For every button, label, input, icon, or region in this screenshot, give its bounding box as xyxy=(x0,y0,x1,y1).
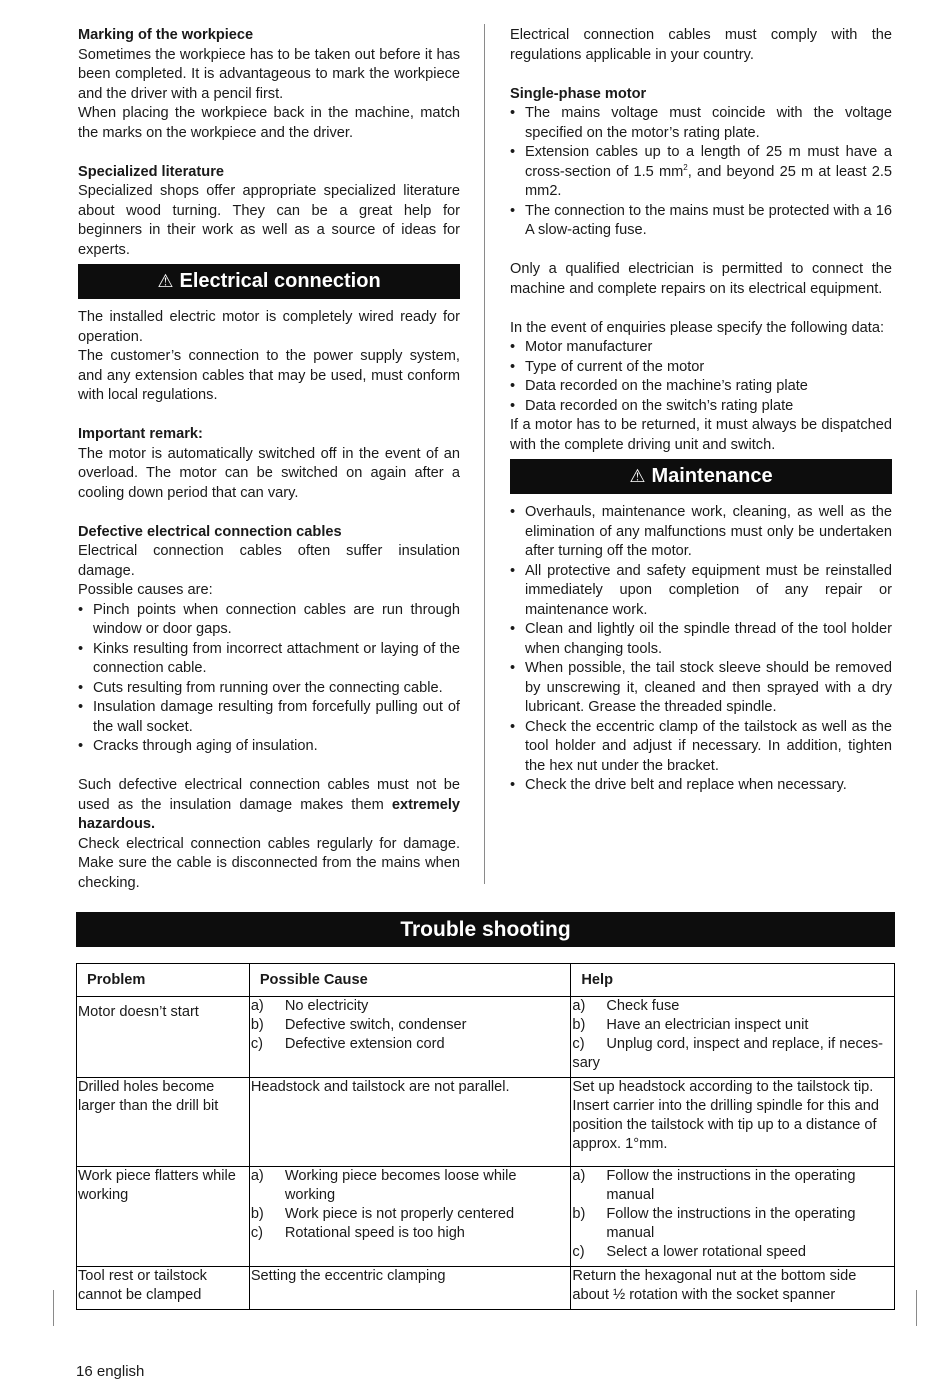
item-text: Follow the instructions in the operating manual xyxy=(606,1206,856,1241)
hazard-emphasis: extremely hazardous. xyxy=(78,796,460,832)
list-item: • Motor manufacturer xyxy=(510,338,892,358)
problem-cell: Motor doesn’t start xyxy=(77,997,250,1078)
item-key: b) xyxy=(572,1206,586,1222)
cross-section-text: Extension cables up to a length of 25 m must have a cross-section of 1.5 mm xyxy=(525,144,892,180)
list-item: • When possible, the tail stock sleeve should be removed by unscrewing it, cleaned and then sprayed with a dry lubricant. Grease the threaded spindle. xyxy=(510,659,892,718)
item-text: Defective switch, condenser xyxy=(284,1017,467,1033)
warning-icon: ⚠ xyxy=(629,466,646,486)
help-cell xyxy=(571,1167,895,1267)
page-footer: 16 english xyxy=(76,1363,145,1380)
item-text: Rotational speed is too high xyxy=(284,1225,465,1241)
check-paragraph: Check electrical connection cables regularly for damage. Make sure the cable is disconnected from the mains when checking. xyxy=(78,835,460,891)
list-item: • Check the drive belt and replace when necessary. xyxy=(510,776,892,796)
marking-paragraph-2: When placing the workpiece back in the machine, match the marks on the workpiece and the driver. xyxy=(78,105,460,141)
causes-list xyxy=(78,601,460,757)
problem-cell: Drilled holes become larger than the drill bit xyxy=(77,1078,250,1167)
table-row xyxy=(77,1078,895,1167)
item-text: Work piece is not properly centered xyxy=(284,1206,515,1222)
help-cell xyxy=(571,997,895,1078)
list-item: • Pinch points when connection cables are run through window or door gaps. xyxy=(78,601,460,640)
column-header-help: Help xyxy=(571,964,895,997)
item-key: a) xyxy=(572,998,586,1014)
single-phase-list xyxy=(510,104,892,241)
help-cell: Return the hexagonal nut at the bottom side about ½ rotation with the socket spanner xyxy=(571,1267,895,1310)
qualified-paragraph: Only a qualified electrician is permitted to connect the machine and complete repairs on its electrical equipment. xyxy=(510,261,892,297)
item-key: c) xyxy=(572,1244,585,1260)
maintenance-list xyxy=(510,503,892,796)
item-key: a) xyxy=(250,998,264,1014)
column-header-cause: Possible Cause xyxy=(249,964,571,997)
list-item: • Kinks resulting from incorrect attachment or laying of the connection cable. xyxy=(78,640,460,679)
electrical-connection-heading xyxy=(78,264,460,299)
enquiry-list xyxy=(510,338,892,416)
list-item: • The mains voltage must coincide with the voltage specified on the motor’s rating plate. xyxy=(510,104,892,143)
item-text: Follow the instructions in the operating manual xyxy=(606,1168,856,1203)
hazard-text: Such defective electrical connection cables must not be used as the insulation damage makes them xyxy=(78,777,460,813)
maintenance-heading-text: Maintenance xyxy=(651,465,773,487)
remark-title: Important remark: xyxy=(78,426,203,442)
problem-cell: Tool rest or tailstock cannot be clamped xyxy=(77,1267,250,1310)
item-key: c) xyxy=(572,1036,585,1052)
elec-paragraph-1: The installed electric motor is completely wired ready for operation. xyxy=(78,309,460,345)
item-key: b) xyxy=(250,1206,264,1222)
item-key: b) xyxy=(250,1017,264,1033)
item-key: c) xyxy=(250,1036,263,1052)
trouble-shooting-heading: Trouble shooting xyxy=(76,912,895,947)
marking-paragraph-1: Sometimes the workpiece has to be taken out before it has been completed. It is advantageous to mark the workpiece and the driver with a pencil first. xyxy=(78,46,460,102)
list-item: • Check the eccentric clamp of the tailstock as well as the tool holder and adjust if necessary. In addition, tighten the hex nut under the bracket. xyxy=(510,718,892,777)
list-item: • Overhauls, maintenance work, cleaning, as well as the elimination of any malfunctions must only be undertaken after turning off the motor. xyxy=(510,503,892,562)
elec-paragraph-2: The customer’s connection to the power supply system, and any extension cables that may be used, must conform with local regulations. xyxy=(78,348,460,403)
list-item: • Data recorded on the machine’s rating plate xyxy=(510,377,892,397)
list-item: • Type of current of the motor xyxy=(510,358,892,378)
defective-paragraph-1: Electrical connection cables often suffer insulation damage. xyxy=(78,543,460,579)
cause-cell: Setting the eccentric clamping xyxy=(249,1267,571,1310)
item-text: Have an electrician inspect unit xyxy=(606,1017,809,1033)
help-cell: Set up headstock according to the tailstock tip. Insert carrier into the drilling spindle for this and position the tailstock with tip up to a distance of approx. 1°mm. xyxy=(571,1078,895,1167)
item-text-continued: sary xyxy=(572,1055,600,1071)
column-header-problem: Problem xyxy=(77,964,250,997)
left-margin-line xyxy=(53,1290,54,1326)
item-key: a) xyxy=(250,1168,264,1184)
item-text: Defective extension cord xyxy=(284,1036,445,1052)
right-column xyxy=(510,26,892,796)
cause-cell xyxy=(249,1167,571,1267)
list-item xyxy=(510,143,892,202)
item-text: No electricity xyxy=(284,998,369,1014)
item-key: b) xyxy=(572,1017,586,1033)
literature-title: Specialized literature xyxy=(78,163,224,180)
table-row xyxy=(77,997,895,1078)
maintenance-heading xyxy=(510,459,892,494)
enquiries-paragraph: In the event of enquiries please specify the following data: xyxy=(510,319,885,336)
comply-paragraph: Electrical connection cables must comply with the regulations applicable in your country. xyxy=(510,27,892,63)
returned-paragraph: If a motor has to be returned, it must always be dispatched with the complete driving unit and switch. xyxy=(510,417,892,453)
literature-paragraph: Specialized shops offer appropriate specialized literature about wood turning. They can be a great help for beginners in their work as well as a source of ideas for experts. xyxy=(78,183,460,258)
list-item: • Insulation damage resulting from forcefully pulling out of the wall socket. xyxy=(78,698,460,737)
item-text: Select a lower rotational speed xyxy=(606,1244,806,1260)
defective-title: Defective electrical connection cables xyxy=(78,523,342,540)
list-item: • Cuts resulting from running over the connecting cable. xyxy=(78,679,460,699)
list-item: • Cracks through aging of insulation. xyxy=(78,737,460,757)
problem-cell: Work piece flatters while working xyxy=(77,1167,250,1267)
electrical-connection-heading-text: Electrical connection xyxy=(179,270,381,292)
item-key: a) xyxy=(572,1168,586,1184)
single-phase-title: Single-phase motor xyxy=(510,85,647,102)
list-item: • Data recorded on the switch’s rating plate xyxy=(510,397,892,417)
cross-section-text-end: , and beyond 25 m at least 2.5 mm2. xyxy=(525,163,892,199)
list-item: • Clean and lightly oil the spindle thread of the tool holder when changing tools. xyxy=(510,620,892,659)
trouble-shooting-table xyxy=(76,963,895,1310)
marking-title: Marking of the workpiece xyxy=(78,27,254,43)
item-key: c) xyxy=(250,1225,263,1241)
hazard-paragraph xyxy=(78,776,460,835)
list-item: • All protective and safety equipment must be reinstalled immediately upon completion of any repair or maintenance work. xyxy=(510,562,892,621)
center-divider xyxy=(484,24,485,884)
table-header-row xyxy=(77,964,895,997)
cause-cell: Headstock and tailstock are not parallel. xyxy=(249,1078,571,1167)
list-item: • The connection to the mains must be protected with a 16 A slow-acting fuse. xyxy=(510,202,892,241)
cause-cell xyxy=(249,997,571,1078)
left-column xyxy=(78,26,460,893)
defective-paragraph-2: Possible causes are: xyxy=(78,582,213,598)
table-row xyxy=(77,1167,895,1267)
table-row xyxy=(77,1267,895,1310)
right-margin-line xyxy=(916,1290,917,1326)
item-text: Unplug cord, inspect and replace, if neces- xyxy=(606,1036,884,1052)
warning-icon: ⚠ xyxy=(157,271,174,291)
remark-paragraph: The motor is automatically switched off in the event of an overload. The motor can be switched on again after a cooling down period that can vary. xyxy=(78,445,460,501)
superscript-2: 2 xyxy=(683,162,688,172)
item-text: Check fuse xyxy=(606,998,680,1014)
item-text: Working piece becomes loose while working xyxy=(284,1168,517,1203)
